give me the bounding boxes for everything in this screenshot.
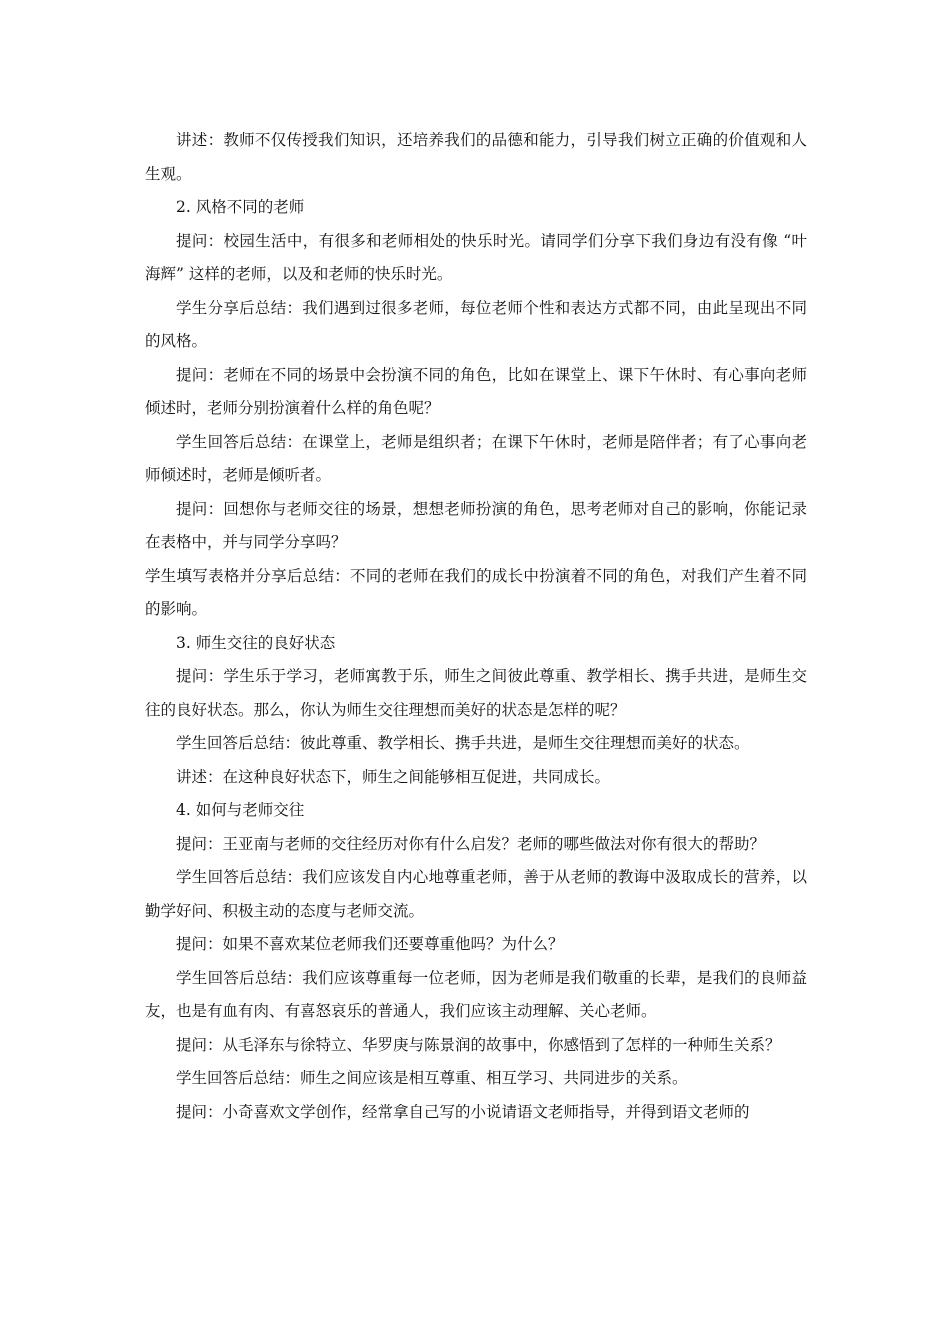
- section-heading: 3. 师生交往的良好状态: [176, 633, 336, 652]
- paragraph-question: 提问：如果不喜欢某位老师我们还要尊重他吗？为什么？: [176, 935, 564, 953]
- paragraph-question: 提问：校园生活中，有很多和老师相处的快乐时光。请同学们分享下我们身边有没有像 “叶海辉” 这样的老师，以及和老师的快乐时光。: [145, 231, 807, 283]
- section-heading: 4. 如何与老师交往: [176, 801, 305, 819]
- paragraph-narration: 讲述：在这种良好状态下，师生之间能够相互促进，共同成长。: [176, 767, 611, 786]
- paragraph-summary: 学生分享后总结：我们遇到过很多老师，每位老师个性和表达方式都不同，由此呈现出不同的风格。: [145, 298, 807, 350]
- paragraph-summary: 学生回答后总结：我们应该发自内心地尊重老师，善于从老师的教诲中汲取成长的营养，以勤学好问、积极主动的态度与老师交流。: [145, 868, 807, 920]
- paragraph-summary: 学生填写表格并分享后总结：不同的老师在我们的成长中扮演着不同的角色，对我们产生着不同的影响。: [145, 566, 807, 618]
- paragraph-summary: 学生回答后总结：我们应该尊重每一位老师，因为老师是我们敬重的长辈，是我们的良师益友，也是有血有肉、有喜怒哀乐的普通人，我们应该主动理解、关心老师。: [145, 968, 807, 1020]
- paragraph-question: 提问：学生乐于学习，老师寓教于乐，师生之间彼此尊重、教学相长、携手共进，是师生交往的良好状态。那么，你认为师生交往理想而美好的状态是怎样的呢？: [145, 667, 807, 719]
- paragraph-question: 提问：老师在不同的场景中会扮演不同的角色，比如在课堂上、课下午休时、有心事向老师倾述时，老师分别扮演着什么样的角色呢？: [145, 365, 807, 417]
- paragraph-summary: 学生回答后总结：彼此尊重、教学相长、携手共进，是师生交往理想而美好的状态。: [176, 734, 750, 752]
- paragraph-question: 提问：王亚南与老师的交往经历对你有什么启发？老师的哪些做法对你有很大的帮助？: [176, 834, 766, 853]
- paragraph-question: 提问：从毛泽东与徐特立、华罗庚与陈景润的故事中，你感悟到了怎样的一种师生关系？: [176, 1035, 781, 1054]
- paragraph-question: 提问：回想你与老师交往的场景，想想老师扮演的角色，思考老师对自己的影响，你能记录在表格中，并与同学分享吗？: [145, 499, 807, 551]
- paragraph-summary: 学生回答后总结：师生之间应该是相互尊重、相互学习、共同进步的关系。: [176, 1069, 688, 1087]
- document-body: [145, 124, 807, 1129]
- paragraph-narration: 讲述：教师不仅传授我们知识，还培养我们的品德和能力，引导我们树立正确的价值观和人生观。: [145, 131, 807, 183]
- paragraph-summary: 学生回答后总结：在课堂上，老师是组织者；在课下午休时，老师是陪伴者；有了心事向老师倾述时，老师是倾听者。: [145, 432, 807, 484]
- section-heading: 2. 风格不同的老师: [176, 198, 305, 216]
- paragraph-question: 提问：小奇喜欢文学创作，经常拿自己写的小说请语文老师指导，并得到语文老师的: [176, 1102, 750, 1121]
